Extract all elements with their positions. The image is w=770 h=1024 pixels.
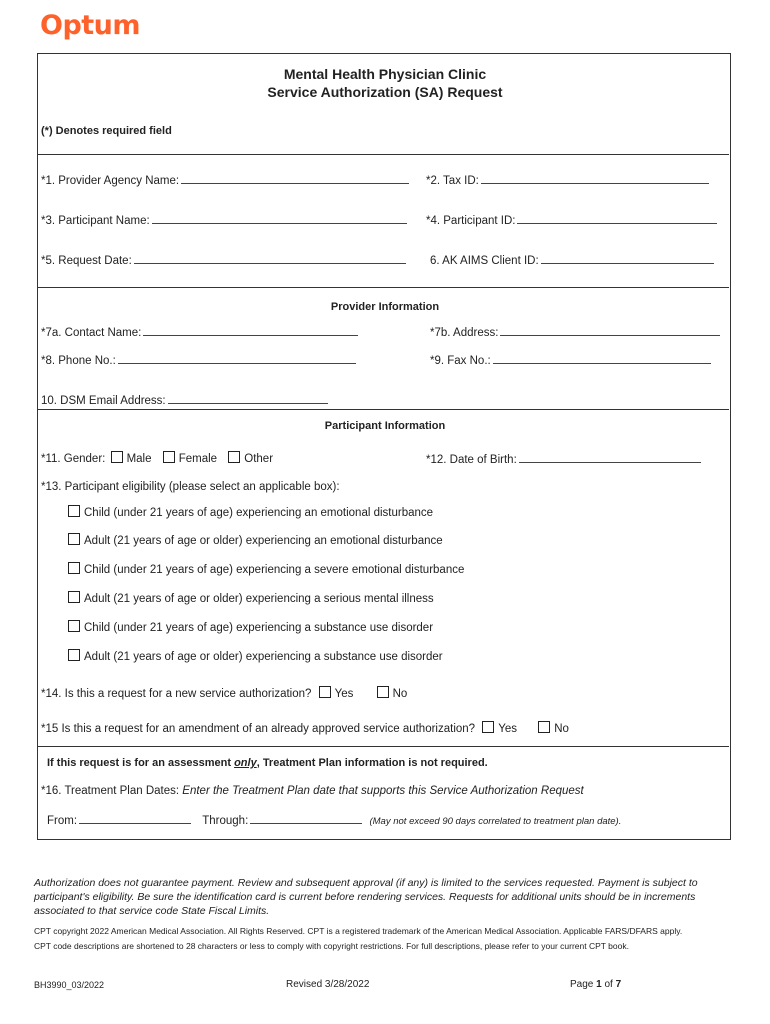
fax-no-field[interactable] xyxy=(430,352,711,367)
eligibility-option[interactable] xyxy=(66,562,464,576)
eligibility-option[interactable] xyxy=(66,649,443,663)
treatment-plan-dates-text: *16. Treatment Plan Dates: xyxy=(41,785,183,797)
eligibility-option-label: Adult (21 years of age or older) experiencing a serious mental illness xyxy=(84,593,434,605)
gender-female-checkbox[interactable] xyxy=(163,451,175,463)
divider xyxy=(38,409,729,410)
gender-field xyxy=(41,451,273,465)
form-title-line1: Mental Health Physician Clinic xyxy=(283,66,487,82)
current-page: 1 xyxy=(596,979,602,990)
through-date-input[interactable] xyxy=(250,812,362,824)
eligibility-option-label: Child (under 21 years of age) experiencing an emotional disturbance xyxy=(84,507,434,519)
contact-name-field[interactable] xyxy=(41,324,358,339)
gender-other-label: Other xyxy=(244,453,274,465)
total-pages: 7 xyxy=(615,979,622,990)
cpt-copyright: CPT copyright 2022 American Medical Association. All Rights Reserved. CPT is a registered trademark of the American Medical Association. Applicable FARS/DFARS apply. xyxy=(34,926,683,936)
participant-name-label: *3. Participant Name: xyxy=(41,215,150,227)
optum-logo: Optum xyxy=(40,10,141,41)
eligibility-prompt: *13. Participant eligibility (please select an applicable box): xyxy=(41,481,340,493)
request-date-field[interactable] xyxy=(41,252,406,267)
date-of-birth-field[interactable] xyxy=(426,451,701,466)
revised-date: Revised 3/28/2022 xyxy=(286,979,370,990)
dsm-email-address-label: 10. DSM Email Address: xyxy=(41,395,166,407)
form-id: BH3990_03/2022 xyxy=(34,980,105,990)
request-date-label: *5. Request Date: xyxy=(41,255,132,267)
divider xyxy=(38,154,729,155)
amendment-no-checkbox[interactable] xyxy=(538,721,550,733)
phone-no-label: *8. Phone No.: xyxy=(41,355,116,367)
page-of: of xyxy=(601,979,616,990)
new-authorization-no-checkbox[interactable] xyxy=(377,686,389,698)
gender-male-label: Male xyxy=(126,453,152,465)
sa-request-form xyxy=(37,53,731,840)
from-label: From: xyxy=(47,815,78,827)
treatment-plan-dates-label xyxy=(41,785,584,797)
gender-female-label: Female xyxy=(178,453,218,465)
ak-aims-client-id-field[interactable] xyxy=(430,252,714,267)
provider-information-heading: Provider Information xyxy=(330,301,440,313)
address-label: *7b. Address: xyxy=(430,327,499,339)
eligibility-option-label: Child (under 21 years of age) experiencing a substance use disorder xyxy=(84,622,434,634)
new-authorization-question xyxy=(41,686,407,700)
page-label: Page xyxy=(570,979,597,990)
new-authorization-yes-checkbox[interactable] xyxy=(319,686,331,698)
tax-id-label: *2. Tax ID: xyxy=(426,175,479,187)
divider xyxy=(38,746,729,747)
required-note: (*) Denotes required field xyxy=(41,125,172,137)
divider xyxy=(38,287,729,288)
tax-id-field[interactable] xyxy=(426,172,709,187)
date-limit-note: (May not exceed 90 days correlated to treatment plan date). xyxy=(369,816,622,827)
cpt-description-note: CPT code descriptions are shortened to 28 characters or less to comply with copyright restrictions. For full descriptions, please refer to your current CPT book. xyxy=(34,941,629,951)
gender-other-checkbox[interactable] xyxy=(228,451,240,463)
no-label: No xyxy=(554,723,569,735)
provider-agency-name-field[interactable] xyxy=(41,172,409,187)
contact-name-label: *7a. Contact Name: xyxy=(41,327,142,339)
eligibility-option-label: Child (under 21 years of age) experiencing a severe emotional disturbance xyxy=(84,564,465,576)
date-of-birth-label: *12. Date of Birth: xyxy=(426,454,517,466)
assessment-note-emphasis: only xyxy=(234,757,257,769)
provider-agency-name-label: *1. Provider Agency Name: xyxy=(41,175,180,187)
amendment-label: *15 Is this a request for an amendment of an already approved service authorization? xyxy=(41,723,476,735)
new-authorization-label: *14. Is this a request for a new service authorization? xyxy=(41,688,312,700)
through-label: Through: xyxy=(202,815,249,827)
assessment-note xyxy=(47,757,488,769)
yes-label: Yes xyxy=(498,723,518,735)
authorization-disclaimer: Authorization does not guarantee payment. Review and subsequent approval (if any) is limited to the services requested. Payment is subject to participant's eligibility. Be sure the identification card is current before rendering services. Requests for additional units should be in increments associated to that service code State Fiscal Limits. xyxy=(34,877,698,917)
participant-information-heading: Participant Information xyxy=(324,420,446,432)
gender-label: *11. Gender: xyxy=(41,453,106,465)
treatment-plan-dates-instruction: Enter the Treatment Plan date that supports this Service Authorization Request xyxy=(182,785,584,797)
eligibility-option[interactable] xyxy=(66,591,434,605)
eligibility-option-label: Adult (21 years of age or older) experiencing an emotional disturbance xyxy=(84,535,443,547)
no-label: No xyxy=(392,688,408,700)
assessment-note-text: If this request is for an assessment xyxy=(47,757,235,769)
dsm-email-address-field[interactable] xyxy=(41,392,328,407)
eligibility-option[interactable] xyxy=(66,620,433,634)
assessment-note-text: , Treatment Plan information is not required. xyxy=(256,757,488,769)
participant-name-field[interactable] xyxy=(41,212,407,227)
eligibility-option[interactable] xyxy=(66,533,443,547)
fax-no-label: *9. Fax No.: xyxy=(430,355,491,367)
phone-no-field[interactable] xyxy=(41,352,356,367)
page-number xyxy=(570,979,621,990)
ak-aims-client-id-label: 6. AK AIMS Client ID: xyxy=(430,255,539,267)
form-title-line2: Service Authorization (SA) Request xyxy=(267,84,503,100)
participant-id-field[interactable] xyxy=(426,212,717,227)
address-field[interactable] xyxy=(430,324,720,339)
participant-id-label: *4. Participant ID: xyxy=(426,215,516,227)
eligibility-option-label: Adult (21 years of age or older) experiencing a substance use disorder xyxy=(84,651,443,663)
eligibility-option[interactable] xyxy=(66,505,433,519)
treatment-plan-date-range xyxy=(47,812,621,827)
from-date-input[interactable] xyxy=(79,812,191,824)
gender-male-checkbox[interactable] xyxy=(111,451,123,463)
yes-label: Yes xyxy=(334,688,354,700)
amendment-question xyxy=(41,721,569,735)
amendment-yes-checkbox[interactable] xyxy=(482,721,494,733)
